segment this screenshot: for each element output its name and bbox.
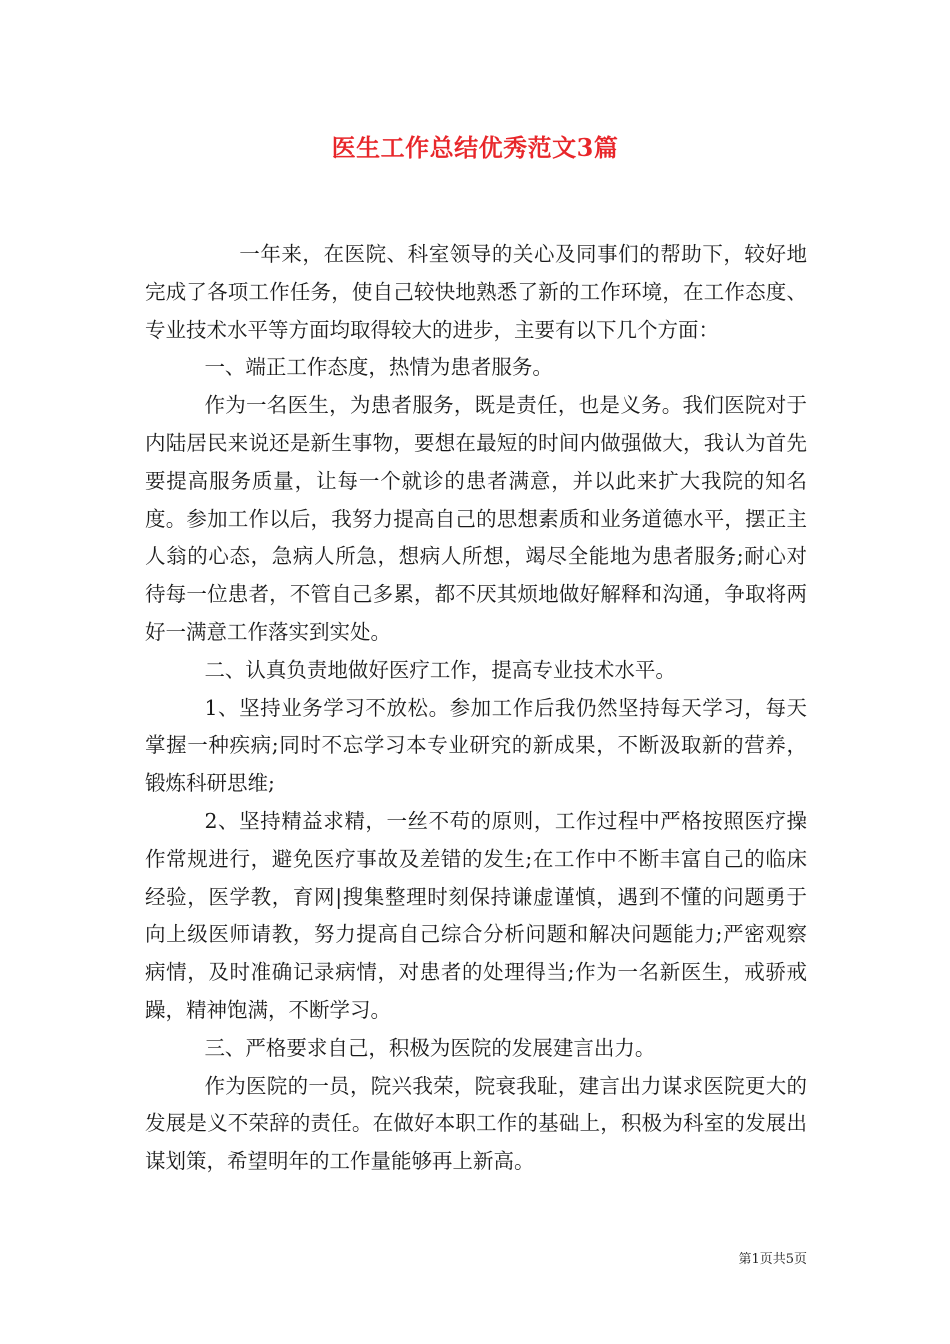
document-body: [145, 236, 807, 1181]
paragraph-intro: 一年来，在医院、科室领导的关心及同事们的帮助下，较好地完成了各项工作任务，使自己较快地熟悉了新的工作环境，在工作态度、专业技术水平等方面均取得较大的进步，主要有以下几个方面：: [145, 242, 807, 342]
section-heading-1: 一、端正工作态度，热情为患者服务。: [204, 355, 553, 380]
paragraph-precision: 2、坚持精益求精，一丝不苟的原则，工作过程中严格按照医疗操作常规进行，避免医疗事故及差错的发生;在工作中不断丰富自己的临床经验，医学教，育网|搜集整理时刻保持谦虚谨慎，遇到不懂的问题勇于向上级医师请教，努力提高自己综合分析问题和解决问题能力;严密观察病情，及时准确记录病情，对患者的处理得当;作为一名新医生，戒骄戒躁，精神饱满，不断学习。: [145, 808, 807, 1022]
paragraph-study: 1、坚持业务学习不放松。参加工作后我仍然坚持每天学习，每天掌握一种疾病;同时不忘学习本专业研究的新成果，不断汲取新的营养，锻炼科研思维;: [145, 695, 807, 796]
section-heading-3: 三、严格要求自己，积极为医院的发展建言出力。: [204, 1035, 656, 1060]
paragraph-service: 作为一名医生，为患者服务，既是责任，也是义务。我们医院对于内陆居民来说还是新生事物，要想在最短的时间内做强做大，我认为首先要提高服务质量，让每一个就诊的患者满意，并以此来扩大我院的知名度。参加工作以后，我努力提高自己的思想素质和业务道德水平，摆正主人翁的心态，急病人所急，想病人所想，竭尽全能地为患者服务;耐心对待每一位患者，不管自己多累，都不厌其烦地做好解释和沟通，争取将两好一满意工作落实到实处。: [145, 393, 807, 644]
paragraph-development: 作为医院的一员，院兴我荣，院衰我耻，建言出力谋求医院更大的发展是义不荣辞的责任。在做好本职工作的基础上，积极为科室的发展出谋划策，希望明年的工作量能够再上新高。: [145, 1073, 807, 1174]
document-title: 医生工作总结优秀范文3篇: [331, 133, 619, 162]
section-heading-2: 二、认真负责地做好医疗工作，提高专业技术水平。: [204, 657, 676, 682]
page-number: 第1页共5页: [738, 1252, 807, 1267]
